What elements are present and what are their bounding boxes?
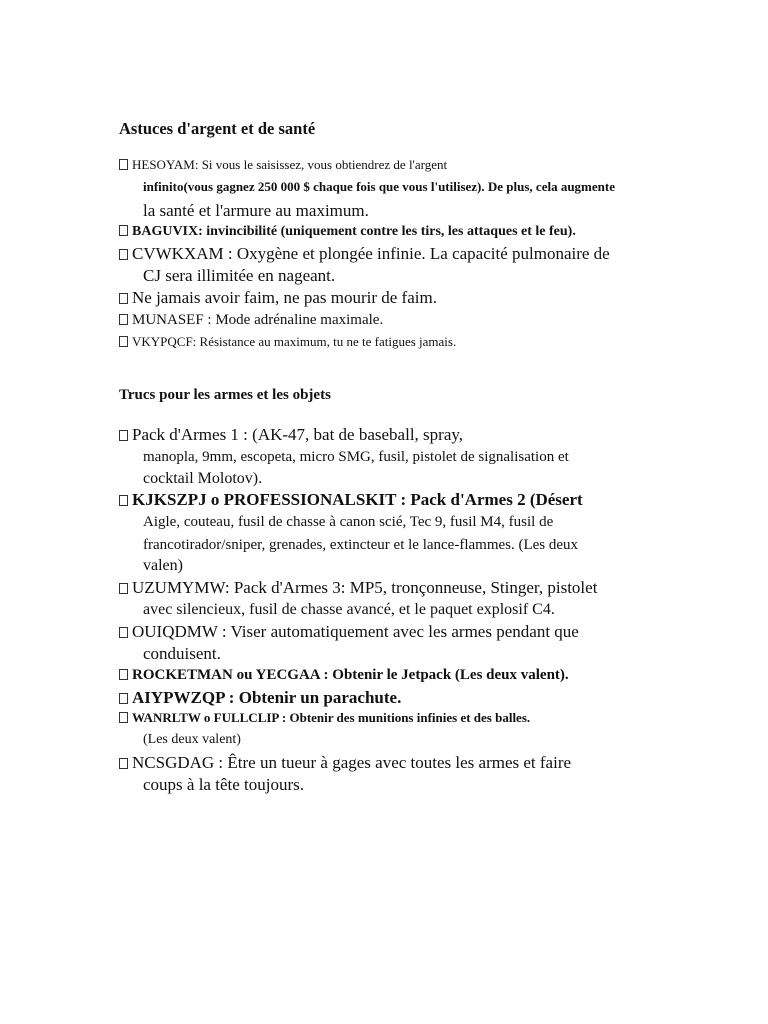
bullet-icon <box>119 693 128 704</box>
bullet-icon <box>119 336 128 347</box>
section-heading-weapons-items: Trucs pour les armes et les objets <box>119 387 331 403</box>
cheat-item-kjkszpj: KJKSZPJ o PROFESSIONALSKIT : Pack d'Armes 2 (Désert <box>119 490 583 510</box>
cheat-item-ncsgdag-line2: coups à la tête toujours. <box>143 775 304 794</box>
cheat-item-vkypqcf: VKYPQCF: Résistance au maximum, tu ne te fatigues jamais. <box>119 332 456 352</box>
bullet-icon <box>119 669 128 680</box>
cheat-item-kjkszpj-line2: Aigle, couteau, fusil de chasse à canon scié, Tec 9, fusil M4, fusil de <box>143 514 554 530</box>
bullet-icon <box>119 159 128 170</box>
cheat-item-cvwkxam: CVWKXAM : Oxygène et plongée infinie. La capacité pulmonaire de <box>119 244 610 264</box>
bullet-icon <box>119 583 128 594</box>
bullet-icon <box>119 249 128 260</box>
section-heading-money-health: Astuces d'argent et de santé <box>119 119 316 138</box>
cheat-item-hesoyam-line2: infinito(vous gagnez 250 000 $ chaque fois que vous l'utilisez). De plus, cela augmente <box>143 179 615 194</box>
cheat-item-hunger: Ne jamais avoir faim, ne pas mourir de faim. <box>119 288 437 308</box>
cheat-item-kjkszpj-line4: valen) <box>143 557 183 574</box>
bullet-icon <box>119 758 128 769</box>
cheat-item-ouiqdmw: OUIQDMW : Viser automatiquement avec les armes pendant que <box>119 622 579 642</box>
cheat-item-wanrltw: WANRLTW o FULLCLIP : Obtenir des munitions infinies et des balles. <box>119 708 530 728</box>
cheat-item-aiypwzqp: AIYPWZQP : Obtenir un parachute. <box>119 688 401 708</box>
cheat-item-hesoyam: HESOYAM: Si vous le saisissez, vous obtiendrez de l'argent <box>119 155 447 175</box>
cheat-item-munasef: MUNASEF : Mode adrénaline maximale. <box>119 310 383 330</box>
cheat-item-cvwkxam-line2: CJ sera illimitée en nageant. <box>143 266 336 285</box>
cheat-item-uzumymw: UZUMYMW: Pack d'Armes 3: MP5, tronçonneuse, Stinger, pistolet <box>119 578 597 598</box>
cheat-item-weapon-pack-1: Pack d'Armes 1 : (AK-47, bat de baseball, spray, <box>119 425 463 445</box>
cheat-item-rocketman: ROCKETMAN ou YECGAA : Obtenir le Jetpack (Les deux valent). <box>119 665 569 685</box>
bullet-icon <box>119 495 128 506</box>
cheat-item-wanrltw-line2: (Les deux valent) <box>143 732 241 747</box>
cheat-item-hesoyam-line3: la santé et l'armure au maximum. <box>143 201 369 220</box>
cheat-item-weapon-pack-1-line2: manopla, 9mm, escopeta, micro SMG, fusil, pistolet de signalisation et <box>143 449 569 465</box>
bullet-icon <box>119 314 128 325</box>
bullet-icon <box>119 293 128 304</box>
bullet-icon <box>119 712 128 723</box>
bullet-icon <box>119 627 128 638</box>
cheat-item-kjkszpj-line3: francotirador/sniper, grenades, extincteur et le lance-flammes. (Les deux <box>143 537 579 553</box>
cheat-item-uzumymw-line2: avec silencieux, fusil de chasse avancé, et le paquet explosif C4. <box>143 601 555 618</box>
cheat-item-ncsgdag: NCSGDAG : Être un tueur à gages avec toutes les armes et faire <box>119 753 571 773</box>
cheat-item-baguvix: BAGUVIX: invincibilité (uniquement contre les tirs, les attaques et le feu). <box>119 222 576 242</box>
bullet-icon <box>119 225 128 236</box>
cheat-item-ouiqdmw-line2: conduisent. <box>143 644 221 663</box>
cheat-item-weapon-pack-1-line3: cocktail Molotov). <box>143 470 263 487</box>
bullet-icon <box>119 430 128 441</box>
